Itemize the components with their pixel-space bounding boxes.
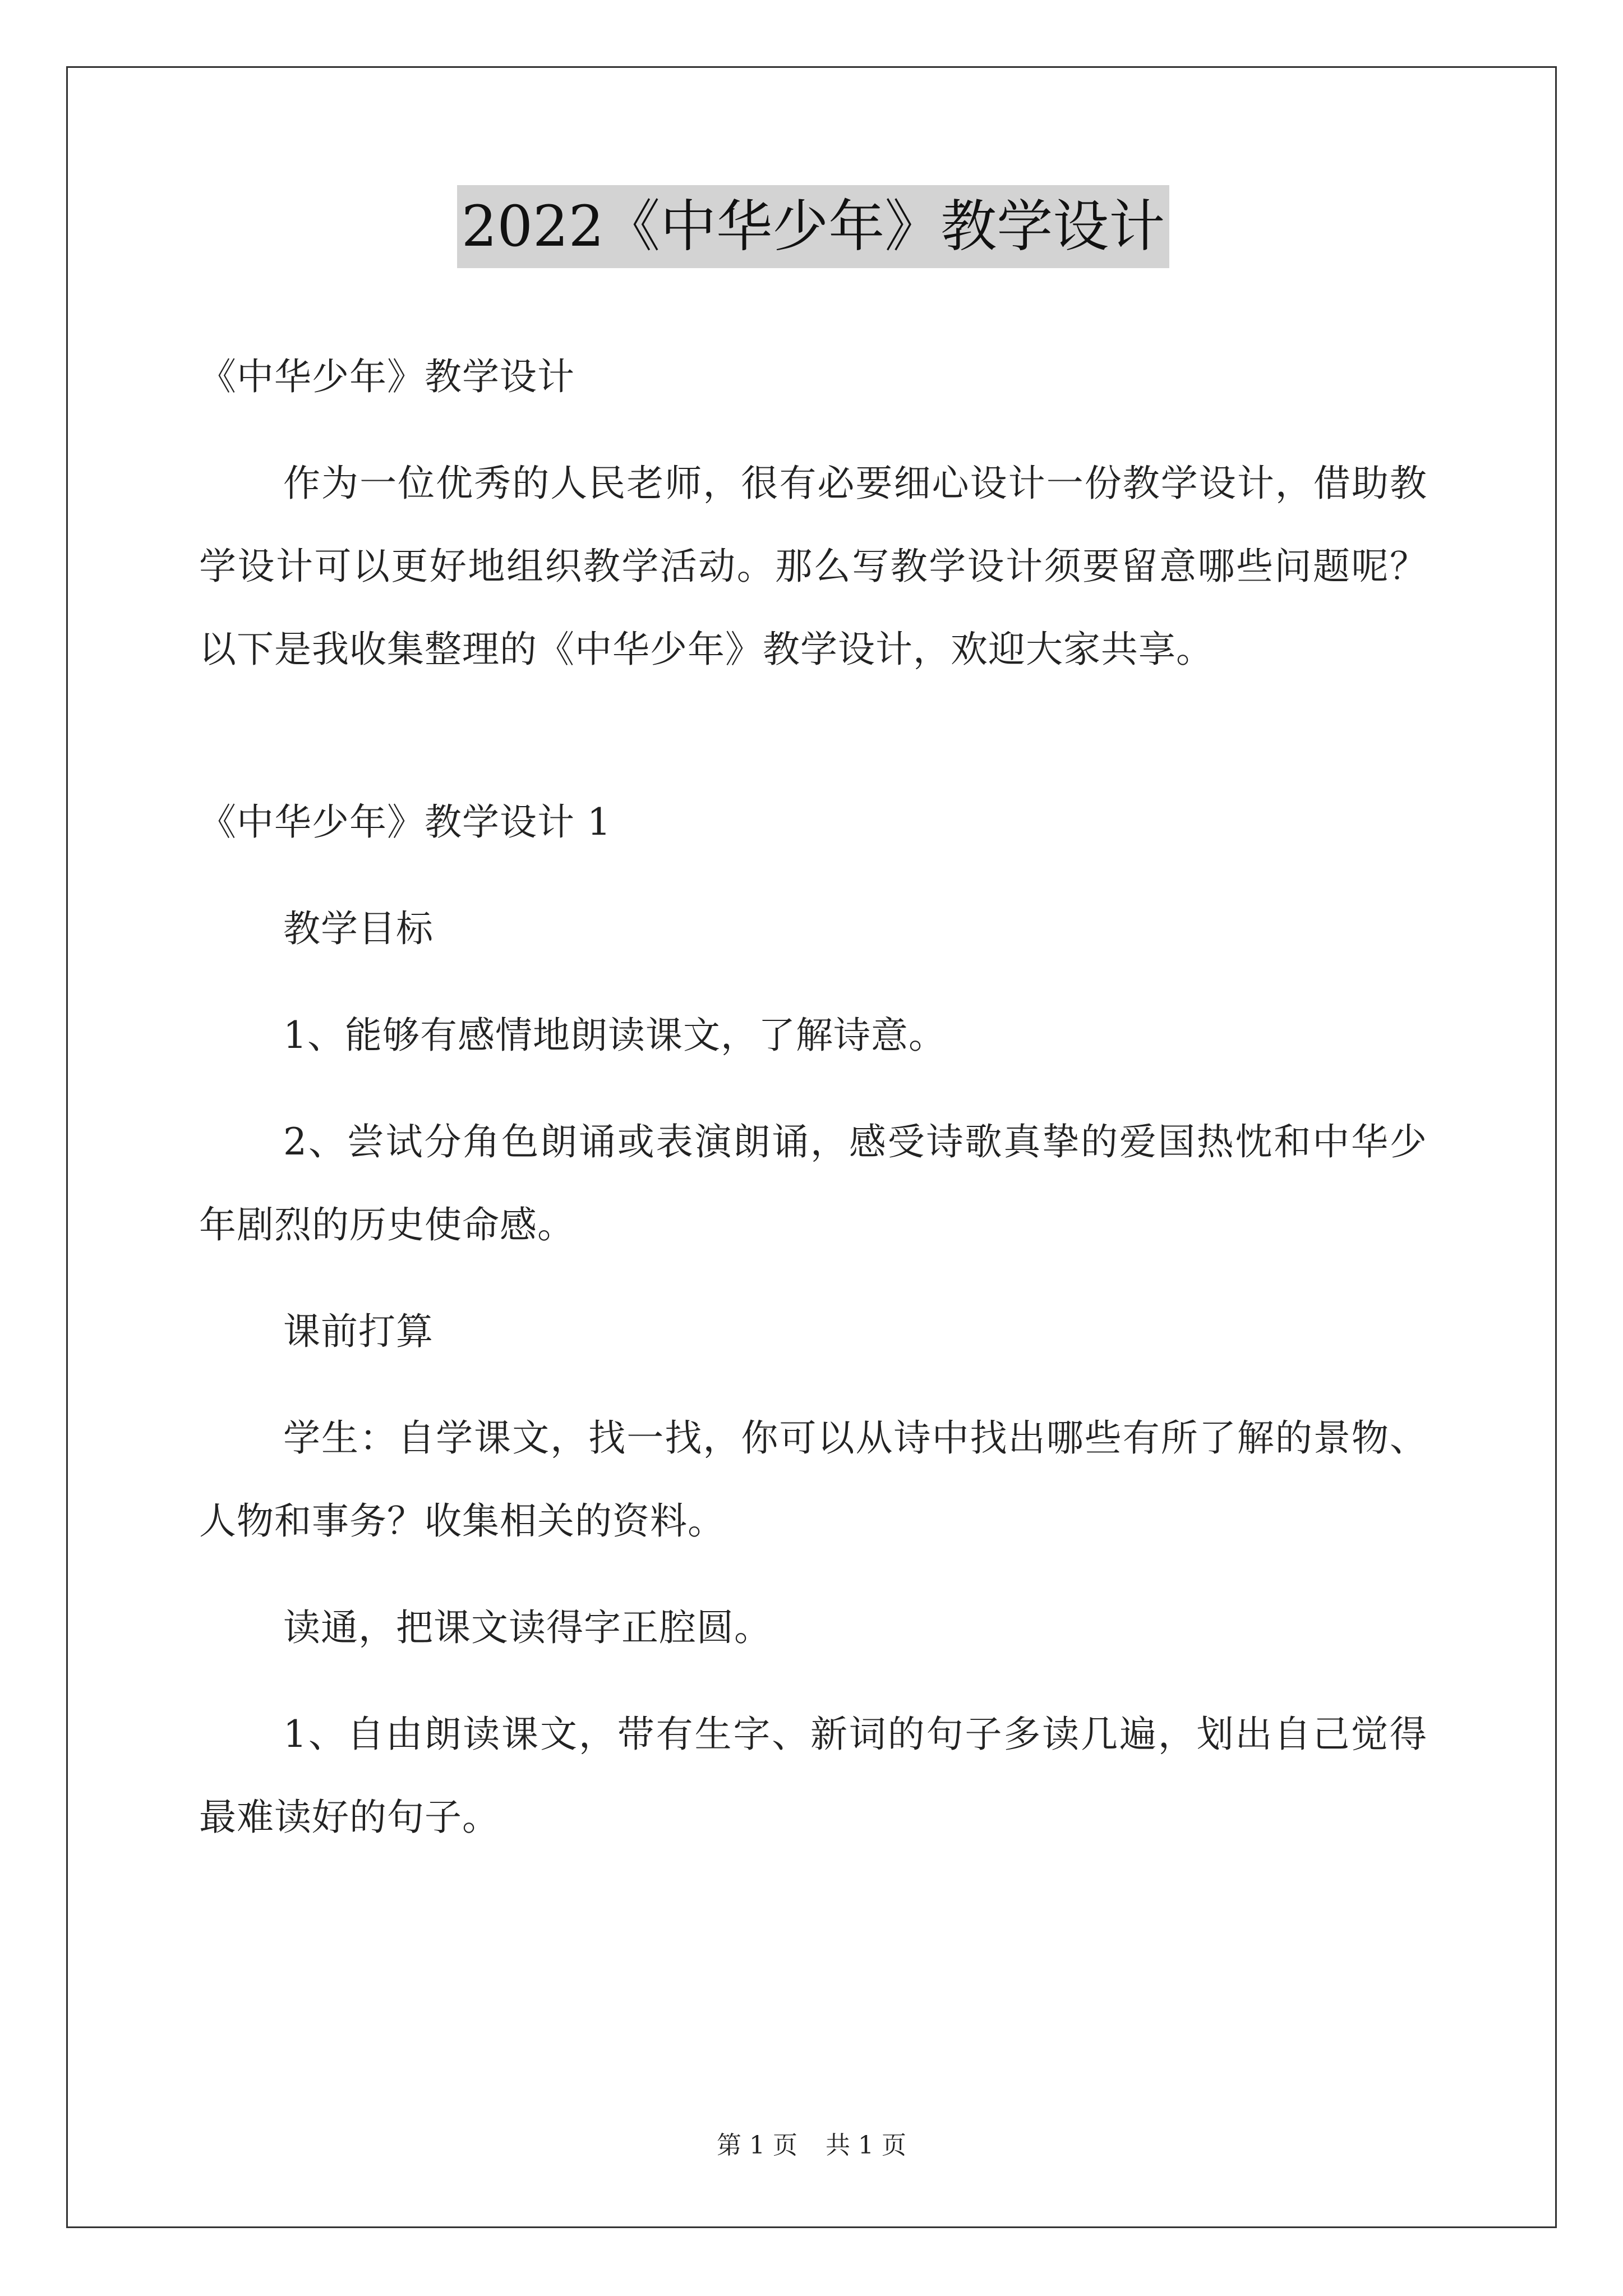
document-body xyxy=(199,185,1427,1883)
paragraph-step-1: 1、自由朗读课文，带有生字、新词的句子多读几遍，划出自己觉得最难读好的句子。 xyxy=(199,1713,1427,1839)
paragraph-goals-heading: 教学目标 xyxy=(283,907,434,950)
paragraph-intro: 作为一位优秀的人民老师，很有必要细心设计一份教学设计，借助教学设计可以更好地组织教学活动。那么写教学设计须要留意哪些问题呢？以下是我收集整理的《中华少年》教学设计，欢迎大家共享。 xyxy=(199,462,1427,671)
document-title: 2022《中华少年》教学设计 xyxy=(457,185,1170,268)
page-number: 第 1 页 xyxy=(717,2131,797,2160)
paragraph-goal-2: 2、尝试分角色朗诵或表演朗诵，感受诗歌真挚的爱国热忱和中华少年剧烈的历史使命感。 xyxy=(199,1120,1427,1246)
paragraph-goal-1: 1、能够有感情地朗读课文，了解诗意。 xyxy=(283,1014,946,1057)
page-footer xyxy=(0,2129,1623,2162)
paragraph-heading: 《中华少年》教学设计 xyxy=(199,355,575,398)
page-total: 共 1 页 xyxy=(826,2131,906,2160)
paragraph-preparation-heading: 课前打算 xyxy=(283,1310,434,1353)
paragraph-read-through: 读通，把课文读得字正腔圆。 xyxy=(283,1606,772,1649)
section-heading: 《中华少年》教学设计 1 xyxy=(199,800,611,844)
paragraph-student-prep: 学生：自学课文，找一找，你可以从诗中找出哪些有所了解的景物、人物和事务？收集相关的资料。 xyxy=(199,1416,1427,1543)
title-container xyxy=(199,185,1427,268)
